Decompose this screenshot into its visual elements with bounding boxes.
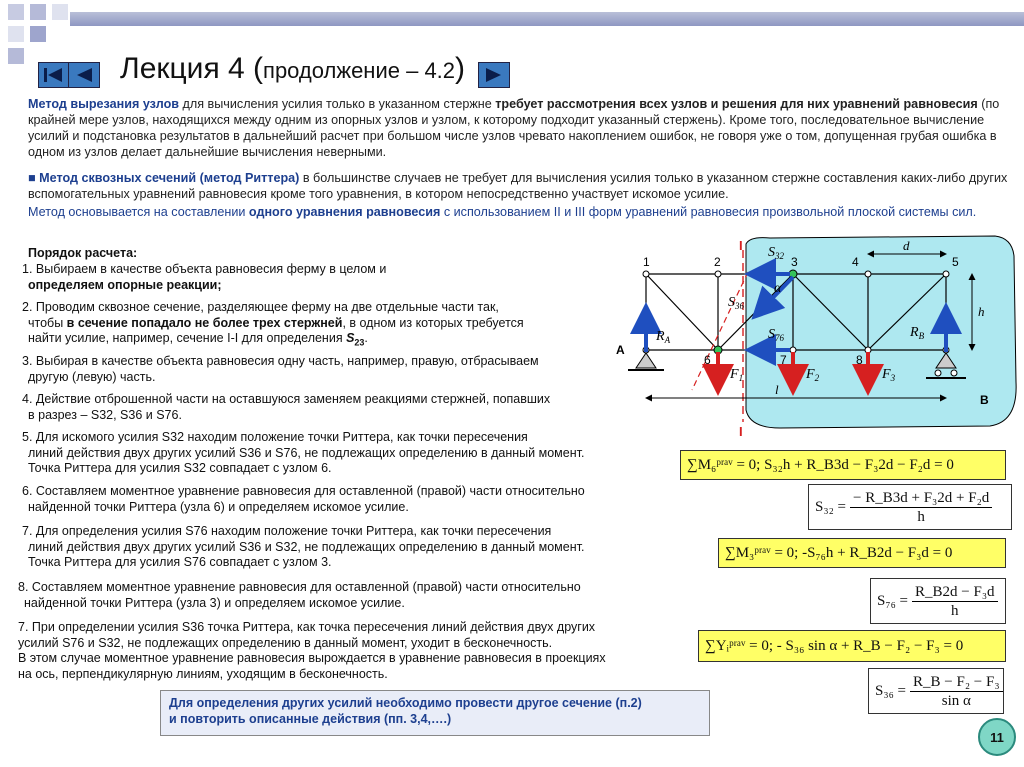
steps-heading: Порядок расчета: — [28, 246, 138, 260]
next-icon — [483, 67, 505, 83]
dimension-l: l — [775, 382, 779, 397]
node-label-5: 5 — [952, 255, 959, 269]
intro-paragraph-3: Метод основывается на составлении одного уравнения равновесия с использованием II и III форм уравнений равновесия произвольной плоской системы сил. — [28, 205, 977, 219]
label-f1: $F_1$ — [730, 367, 744, 383]
formula-s32: S₃₂ = $\frac{\text{− R\_B3d + F₃2d + F₂d}}{h}$ — [808, 484, 1012, 530]
step-5: 5. Для искомого усилия S32 находим положение точки Риттера, как точки пересечения линий действия двух других усилий S36 и S76, не подлежащих определению в данный момент. Точка Риттера для усилия S32 совпадает с узлом 6. — [22, 430, 585, 475]
dimension-d: d — [903, 238, 910, 253]
node-label-8: 8 — [856, 353, 863, 367]
header-bar — [70, 12, 1024, 26]
node-label-6: 6 — [704, 353, 711, 367]
formula-s76: S₇₆ = $\frac{\text{R\_B2d − F₃d}}{h}$ — [870, 578, 1006, 624]
formula-projection-y: ∑Yᵢᵖʳᵃᵛ = 0; - S₃₆ sin α + R_B − F₂ − F₃ = 0 — [698, 630, 1006, 662]
right-part-region — [746, 236, 1016, 428]
step-9: 7. При определении усилия S36 точка Риттера, как точка пересечения линий действия двух других усилий S76 и S32, не подлежащих определению в данный момент, уходит в бесконечность. В этом случае моментное уравнение равновесия вырождается в уравнение равновесия в проекциях на ось, перпендикулярную линиям, уходящим в бесконечность. — [18, 620, 606, 681]
step-1: 1. Выбираем в качестве объекта равновесия ферму в целом и определяем опорные реакции; — [22, 262, 387, 292]
node-label-1: 1 — [643, 255, 650, 269]
step-3: 3. Выбирая в качестве объекта равновесия одну часть, например, правую, отбрасываем другую (левую) часть. — [22, 354, 539, 384]
page-number-badge: 11 — [978, 718, 1016, 756]
page-title: Лекция 4 (продолжение – 4.2) — [120, 52, 466, 85]
node-label-7: 7 — [780, 353, 787, 367]
step-8: 8. Составляем моментное уравнение равновесия для оставленной (правой) части относительно найденной точки Риттера (узла 3) и определяем искомое усилие. — [18, 580, 581, 610]
next-slide-button[interactable] — [478, 62, 510, 88]
dimension-h: h — [978, 304, 985, 319]
node-label-4: 4 — [852, 255, 859, 269]
formula-s36: S₃₆ = $\frac{\text{R\_B − F₂ − F₃}}{\text{sin α}}$ — [868, 668, 1004, 714]
truss-diagram — [600, 232, 1022, 438]
label-ra: $R_A$ — [656, 329, 671, 345]
skip-back-icon — [43, 67, 65, 83]
support-label-a: A — [616, 343, 625, 357]
section-label-top: I — [739, 238, 743, 253]
label-s76: $S_{76}$ — [768, 327, 784, 343]
step-2: 2. Проводим сквозное сечение, разделяющее ферму на две отдельные части так, чтобы в сечение попадало не более трех стержней, в одном из которых требуется найти усилие, например, сечение I-I для определения $S_{23}$. — [22, 300, 524, 348]
support-a — [628, 353, 664, 370]
formula-moment-3: ∑M₃ᵖʳᵃᵛ = 0; -S₇₆h + R_B2d − F₃d = 0 — [718, 538, 1006, 568]
prev-slide-button[interactable] — [68, 62, 100, 88]
label-s32: $S_{32}$ — [768, 245, 784, 261]
step-6: 6. Составляем моментное уравнение равновесия для оставленной (правой) части относительно найденной точки Риттера (узла 6) и определяем искомое усилие. — [22, 484, 585, 514]
support-label-b: B — [980, 393, 989, 407]
label-rb: $R_B$ — [910, 325, 925, 341]
node-label-3: 3 — [791, 255, 798, 269]
header-squares — [0, 0, 80, 70]
section-label-bottom: I — [739, 424, 743, 438]
label-s36: $S_{36}$ — [728, 295, 744, 311]
footer-note: Для определения других усилий необходимо провести другое сечение (п.2) и повторить описанные действия (пп. 3,4,….) — [160, 690, 710, 736]
formula-moment-6: ∑M₆ᵖʳᵃᵛ = 0; S₃₂h + R_B3d − F₃2d − F₂d = 0 — [680, 450, 1006, 480]
label-f2: $F_2$ — [806, 367, 820, 383]
step-4: 4. Действие отброшенной части на оставшуюся заменяем реакциями стержней, попавших в разрез – S32, S36 и S76. — [22, 392, 551, 422]
prev-icon — [73, 67, 95, 83]
intro-paragraph-2: ■ Метод сквозных сечений (метод Риттера) в большинстве случаев не требует для вычисления усилия только в указанном стержне составления каких-либо других вспомогательных уравнений равновесия кроме того уравнения, в котором непосредственно участвует искомое усилие. — [28, 171, 1008, 201]
label-alpha: α — [774, 281, 782, 296]
intro-paragraph-1: Метод вырезания узлов для вычисления усилия только в указанном стержне требует рассмотрения всех узлов и решения для них уравнений равновесия (по крайней мере узлов, находящихся между одним из опорных узлов и узлом, к которому подходит указанный стержень). Кроме того, последовательное вычисление усилий и подстановка результатов в дальнейший расчет при большом числе узлов чревато накоплением ошибок, не говоря уже о том, допущенная грубая ошибка в одном из узлов делает дальнейшие вычисления неверными. — [28, 97, 1000, 159]
label-f3: $F_3$ — [882, 367, 896, 383]
first-slide-button[interactable] — [38, 62, 70, 88]
node-label-2: 2 — [714, 255, 721, 269]
step-7: 7. Для определения усилия S76 находим положение точки Риттера, как точки пересечения линий действия двух других усилий S36 и S32, не подлежащих определению в данный момент. Точка Риттера для усилия S76 совпадает с узлом 3. — [22, 524, 585, 569]
